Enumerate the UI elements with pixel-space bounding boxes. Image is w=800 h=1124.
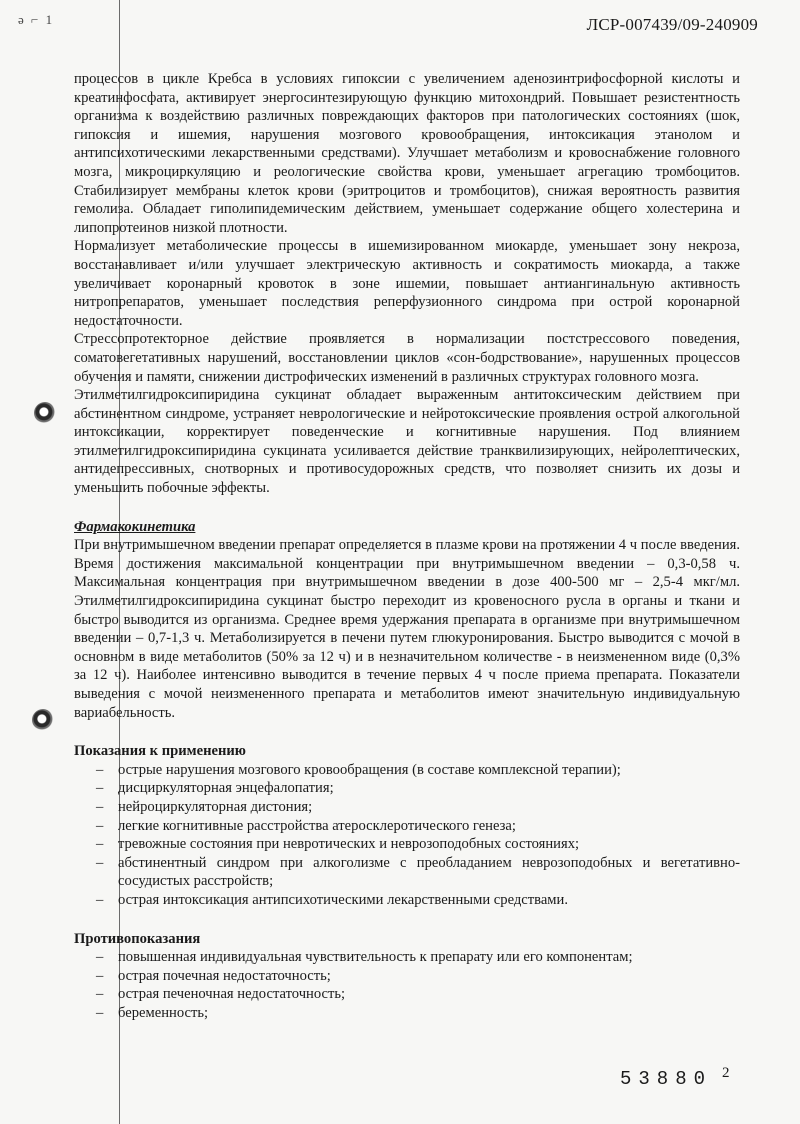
list-item xyxy=(74,891,740,910)
list-dash: – xyxy=(96,836,104,853)
handwritten-mark: ə ⌐ 1 xyxy=(18,12,55,27)
contraindications-list xyxy=(74,948,740,1022)
list-item-text: нейроциркуляторная дистония; xyxy=(118,798,313,815)
list-item-text: тревожные состояния при невротических и неврозоподобных состояниях; xyxy=(118,836,580,853)
list-item xyxy=(74,985,740,1004)
list-item xyxy=(74,798,740,817)
list-dash: – xyxy=(96,891,104,908)
spacer xyxy=(74,498,740,518)
list-item xyxy=(74,761,740,780)
list-item xyxy=(74,948,740,967)
list-item-text: беременность; xyxy=(118,1004,209,1021)
list-item-text: легкие когнитивные расстройства атеросклеротического генеза; xyxy=(118,817,516,834)
document-body xyxy=(74,70,740,1023)
list-item-text: острая печеночная недостаточность; xyxy=(118,986,346,1003)
list-dash: – xyxy=(96,986,104,1003)
page-number: 2 xyxy=(722,1065,730,1081)
spacer xyxy=(74,910,740,930)
list-dash: – xyxy=(96,780,104,797)
spacer xyxy=(74,722,740,742)
list-item xyxy=(74,817,740,836)
list-dash: – xyxy=(96,967,104,984)
list-dash: – xyxy=(96,817,104,834)
body-paragraph: Нормализует метаболические процессы в ишемизированном миокарде, уменьшает зону некроза, восстанавливает и/или улучшает электрическую активность и сократимость миокарда, а также увеличивает коронарный кровоток в зоне ишемии, повышает антиангинальную активность нитропрепаратов, уменьшает последствия реперфузионного синдрома при острой коронарной недостаточности. xyxy=(74,238,740,329)
pharmacokinetics-text: При внутримышечном введении препарат определяется в плазме крови на протяжении 4 ч после введения. Время достижения максимальной концентрации при внутримышечном введении – 0,3-0,58 ч. Максимальная концентрация при внутримышечном введении в дозе 400-500 мг – 2,5-4 мкг/мл. Этилметилгидроксипиридина сукцинат быстро переходит из кровеносного русла в органы и ткани и быстро выводится из организма. Среднее время удержания препарата в организме при внутримышечном введении – 0,7-1,3 ч. Метаболизируется в печени путем глюкуронирования. Быстро выводится с мочой в основном в виде метаболитов (50% за 12 ч) и в незначительном количестве - в неизмененном виде (0,3% за 12 ч). Наиболее интенсивно выводится в течение первых 4 ч после приема препарата. Показатели выведения с мочой неизмененного препарата и метаболитов имеют значительную индивидуальную вариабельность. xyxy=(74,537,740,721)
list-dash: – xyxy=(96,949,104,966)
list-item xyxy=(74,854,740,891)
list-item-text: острая почечная недостаточность; xyxy=(118,967,331,984)
list-item-text: повышенная индивидуальная чувствительность к препарату или его компонентам; xyxy=(118,949,633,966)
body-paragraph: Стрессопротекторное действие проявляется в нормализации постстрессового поведения, соматовегетативных нарушений, восстановлении циклов «сон-бодрствование», нарушенных процессов обучения и памяти, снижении дистрофических изменений в различных структурах головного мозга. xyxy=(74,331,740,385)
punch-hole-mark xyxy=(34,402,56,424)
list-item-text: острые нарушения мозгового кровообращения (в составе комплексной терапии); xyxy=(118,761,621,778)
list-item xyxy=(74,1004,740,1023)
section-title-indications: Показания к применению xyxy=(74,743,246,760)
list-item-text: абстинентный синдром при алкоголизме с преобладанием неврозоподобных и вегетативно-сосудистых расстройств; xyxy=(118,854,740,890)
list-dash: – xyxy=(96,854,104,871)
list-item xyxy=(74,835,740,854)
list-item xyxy=(74,967,740,986)
stamp-number: 53880 xyxy=(620,1068,713,1090)
list-dash: – xyxy=(96,1004,104,1021)
registration-number: ЛСР-007439/09-240909 xyxy=(586,15,758,34)
body-paragraph: процессов в цикле Кребса в условиях гипоксии с увеличением аденозинтрифосфорной кислоты и креатинфосфата, активирует энергосинтезирующую функцию митохондрий. Повышает резистентность организма к воздействию различных повреждающих факторов при патологических состояниях (шок, гипоксия и ишемия, нарушения мозгового кровообращения, интоксикация этанолом и антипсихотическими лекарственными средствами). Улучшает метаболизм и кровоснабжение головного мозга, микроциркуляцию и реологические свойства крови, уменьшает агрегацию тромбоцитов. Стабилизирует мембраны клеток крови (эритроцитов и тромбоцитов), снижая вероятность развития гемолиза. Обладает гиполипидемическим действием, уменьшает содержание общего холестерина и липопротеинов низкой плотности. xyxy=(74,71,740,236)
punch-hole-mark xyxy=(32,709,54,731)
body-paragraph: Этилметилгидроксипиридина сукцинат обладает выраженным антитоксическим действием при абстинентном синдроме, устраняет неврологические и нейротоксические проявления острой алкогольной интоксикации, корректирует поведенческие и когнитивные нарушения. Под влиянием этилметилгидроксипиридина сукцината усиливается действие транквилизирующих, нейролептических, антидепрессивных, снотворных и противосудорожных средств, что позволяет снизить их дозы и уменьшить побочные эффекты. xyxy=(74,387,740,497)
list-item-text: острая интоксикация антипсихотическими лекарственными средствами. xyxy=(118,891,568,908)
list-item xyxy=(74,779,740,798)
section-title-pharmacokinetics: Фармакокинетика xyxy=(74,518,196,535)
indications-list xyxy=(74,761,740,910)
list-dash: – xyxy=(96,798,104,815)
list-item-text: дисциркуляторная энцефалопатия; xyxy=(118,780,334,797)
section-title-contraindications: Противопоказания xyxy=(74,930,201,947)
list-dash: – xyxy=(96,761,104,778)
